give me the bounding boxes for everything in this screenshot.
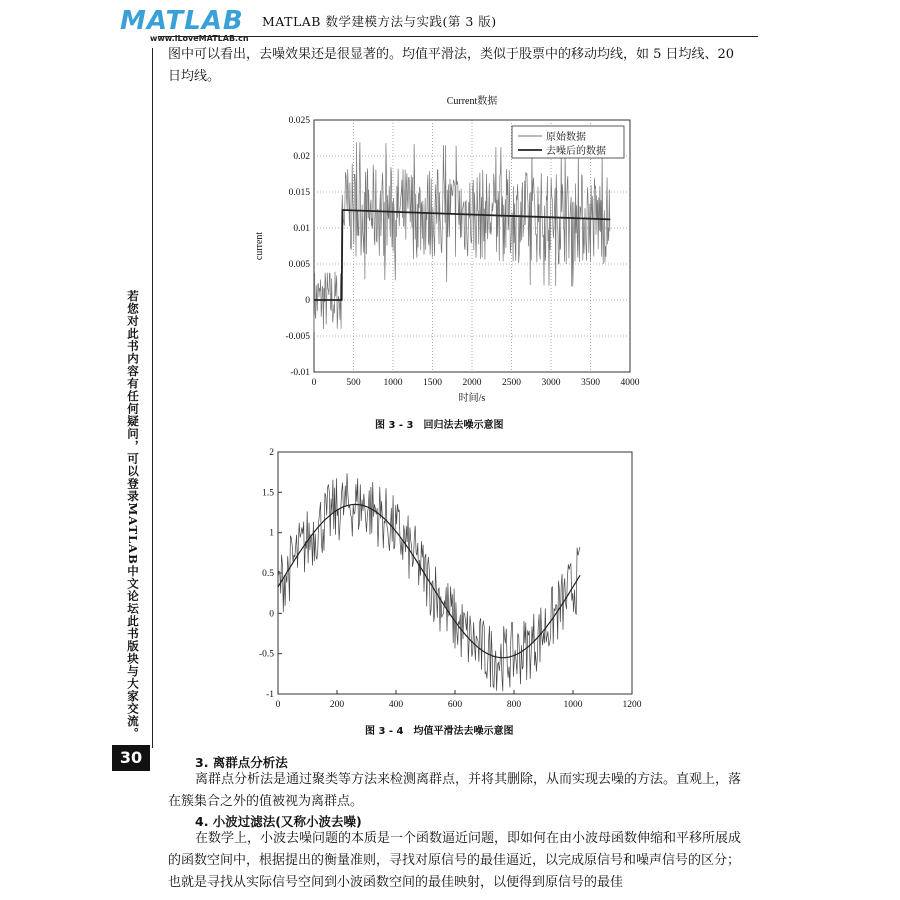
- chart1-legend-label-denoised: 去噪后的数据: [546, 146, 606, 157]
- section3-heading: 3. 离群点分析法: [195, 755, 288, 770]
- chart2-series-noisy: [278, 473, 580, 691]
- chart2-xtick-label: 800: [506, 700, 522, 710]
- chart1-series-raw: [314, 142, 610, 332]
- chart1-xlabel: 时间/s: [458, 393, 486, 404]
- page-number: 30: [112, 745, 150, 771]
- chart2-xtick-label: 1000: [563, 700, 583, 710]
- chart1-ytick-label: 0.02: [293, 152, 310, 162]
- section4-text: 在数学上，小波去噪问题的本质是一个函数逼近问题，即如何在由小波母函数伸缩和平移所展成的函数空间中，根据提出的衡量准则，寻找对原信号的最佳逼近，以完成原信号和噪声信号的区分；也就是寻找从实际信号空间到小波函数空间的最佳映射，以便得到原信号的最佳: [168, 831, 742, 890]
- chart1-xtick-label: 2000: [462, 378, 482, 388]
- matlab-logo: [120, 6, 249, 48]
- chart2-ytick-label: 0.5: [262, 569, 274, 579]
- chart2-ytick-label: 0: [269, 609, 274, 620]
- chart1-ylabel: current: [254, 231, 265, 261]
- chart2-xtick-label: 600: [447, 700, 463, 710]
- chart1-xtick-label: 2500: [502, 378, 521, 388]
- side-note: 若您对此书内容有任何疑问，可以登录MATLAB中文论坛此书版块与大家交流。: [126, 290, 140, 740]
- chart2-ytick-label: -1: [266, 690, 274, 700]
- chart1-ytick-label: 0.025: [288, 116, 310, 126]
- chart2-xtick-label: 1200: [622, 700, 642, 710]
- chart2-xtick-label: 400: [388, 700, 404, 710]
- chart2-series-smoothed: [278, 504, 580, 657]
- chart1-ytick-label: 0.015: [288, 188, 310, 198]
- chart1-ytick-label: -0.01: [290, 368, 310, 378]
- chart1-legend-label-raw: 原始数据: [546, 132, 586, 143]
- intro-paragraph: 图中可以看出，去噪效果还是很显著的。均值平滑法，类似于股票中的移动均线，如 5 日均线、20 日均线。: [168, 47, 735, 84]
- chart1-ytick-label: -0.005: [285, 332, 310, 342]
- figure1-caption: 图 3 - 3 回归法去噪示意图: [375, 420, 504, 431]
- chart-current: [250, 92, 650, 414]
- chart1-xtick-label: 1500: [423, 378, 442, 388]
- chart-smoothing: [250, 440, 650, 716]
- chart1-ytick-label: 0.005: [288, 260, 310, 270]
- chart1-group: [254, 94, 640, 404]
- chart1-xtick-label: 3000: [541, 378, 561, 388]
- chart2-ytick-label: 1: [269, 528, 274, 539]
- chart1-ytick-label: 0.01: [293, 224, 310, 234]
- chart2-xtick-label: 200: [329, 700, 345, 710]
- chart1-xtick-label: 1000: [383, 378, 403, 388]
- chart1-xtick-label: 500: [346, 378, 361, 388]
- chart2-ytick-label: 1.5: [262, 488, 274, 499]
- chart1-xtick-label: 4000: [620, 378, 640, 388]
- section3-text: 离群点分析法是通过聚类等方法来检测离群点，并将其删除，从而实现去噪的方法。直观上，落在簇集合之外的值被视为离群点。: [168, 772, 742, 809]
- margin-rule: [152, 48, 153, 748]
- chart1-title: Current数据: [446, 96, 498, 107]
- figure2-caption: 图 3 - 4 均值平滑法去噪示意图: [365, 726, 514, 737]
- chart2-frame: [278, 452, 632, 694]
- chart2-ytick-label: 2: [269, 448, 274, 458]
- chart2-xtick-label: 0: [275, 700, 281, 710]
- chart1-ytick-label: 0: [305, 296, 310, 306]
- logo-url: www.iLoveMATLAB.cn: [150, 34, 249, 43]
- chart1-xtick-label: 0: [311, 378, 317, 388]
- header-rule: [158, 36, 758, 37]
- chart1-xtick-label: 3500: [581, 378, 600, 388]
- logo-text: MATLAB: [120, 6, 244, 36]
- chart2-group: [259, 448, 642, 710]
- chart2-ytick-label: -0.5: [258, 649, 274, 660]
- section4-heading: 4. 小波过滤法(又称小波去噪): [195, 814, 362, 829]
- book-title: MATLAB 数学建模方法与实践(第 3 版): [262, 14, 497, 29]
